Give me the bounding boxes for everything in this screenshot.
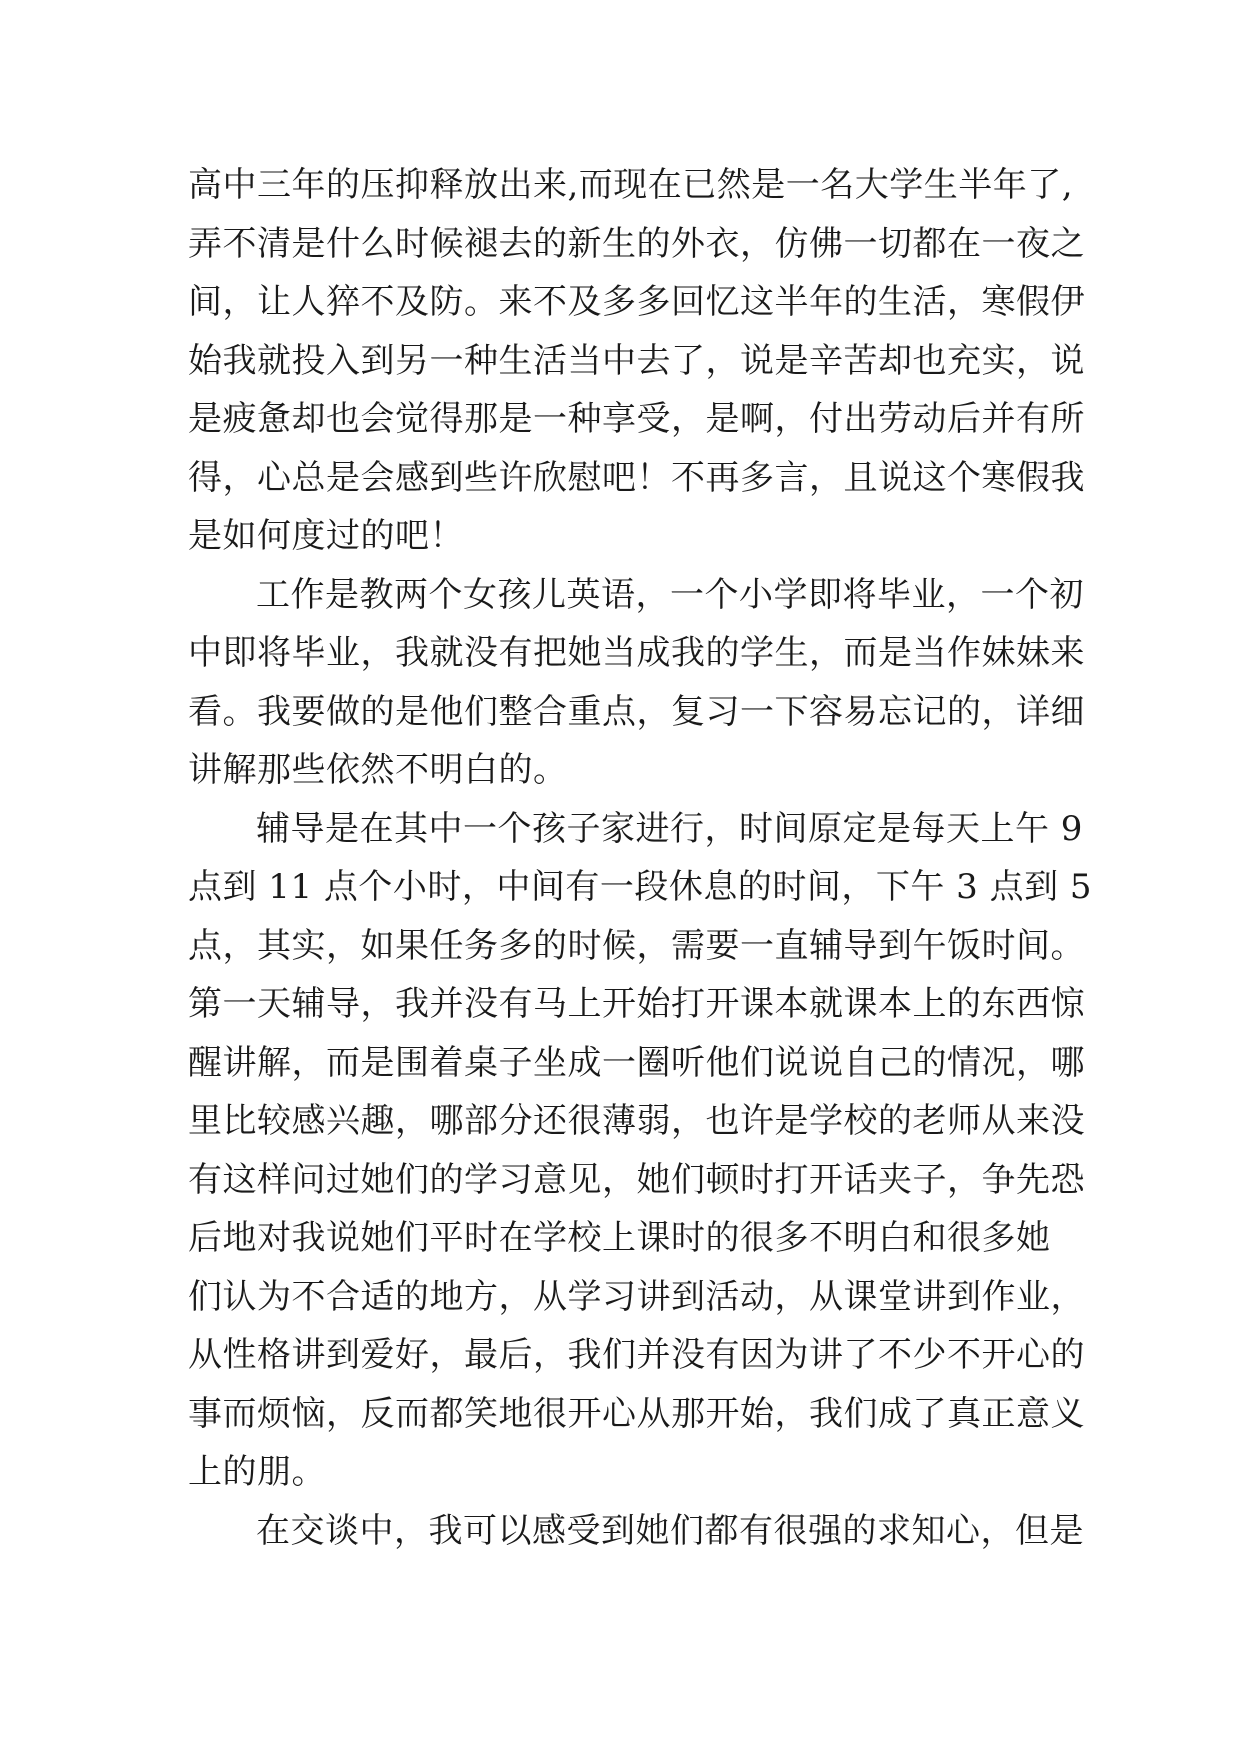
text-line: 里比较感兴趣，哪部分还很薄弱，也许是学校的老师从来没: [188, 1101, 1085, 1141]
text-line: 上的朋。: [188, 1452, 326, 1492]
text-line: 醒讲解，而是围着桌子坐成一圈听他们说说自己的情况，哪: [188, 1042, 1085, 1083]
paragraph-start-line: 在交谈中，我可以感受到她们都有很强的求知心，但是: [256, 1510, 1084, 1551]
text-line: 讲解那些依然不明白的。: [188, 750, 568, 790]
text-line: 事而烦恼，反而都笑地很开心从那开始，我们成了真正意义: [188, 1393, 1085, 1434]
text-line: 弄不清是什么时候褪去的新生的外衣，仿佛一切都在一夜之: [188, 223, 1085, 264]
text-line: 们认为不合适的地方，从学习讲到活动，从课堂讲到作业，: [188, 1276, 1085, 1317]
text-line: 得，心总是会感到些许欣慰吧！不再多言，且说这个寒假我: [188, 457, 1085, 498]
text-line: 看。我要做的是他们整合重点，复习一下容易忘记的，详细: [188, 691, 1085, 732]
text-line: 高中三年的压抑释放出来,而现在已然是一名大学生半年了,: [188, 165, 1074, 205]
text-line: 第一天辅导，我并没有马上开始打开课本就课本上的东西惊: [188, 984, 1085, 1024]
text-line: 点，其实，如果任务多的时候，需要一直辅导到午饭时间。: [188, 925, 1085, 966]
paragraph-start-line: 辅导是在其中一个孩子家进行，时间原定是每天上午 9: [256, 808, 1083, 849]
text-line: 中即将毕业，我就没有把她当成我的学生，而是当作妹妹来: [188, 633, 1085, 673]
text-line: 间，让人猝不及防。来不及多多回忆这半年的生活，寒假伊: [188, 282, 1085, 322]
body-text: [188, 156, 1093, 1560]
text-line: 从性格讲到爱好，最后，我们并没有因为讲了不少不开心的: [188, 1335, 1085, 1375]
text-line: 是疲惫却也会觉得那是一种享受，是啊，付出劳动后并有所: [188, 399, 1085, 439]
text-line: 点到 11 点个小时，中间有一段休息的时间，下午 3 点到 5: [188, 867, 1093, 907]
paragraph-start-line: 工作是教两个女孩儿英语，一个小学即将毕业，一个初: [256, 574, 1084, 615]
text-line: 后地对我说她们平时在学校上课时的很多不明白和很多她: [188, 1218, 1051, 1258]
text-line: 是如何度过的吧！: [188, 516, 464, 556]
text-line: 始我就投入到另一种生活当中去了，说是辛苦却也充实，说: [188, 340, 1085, 381]
text-line: 有这样问过她们的学习意见，她们顿时打开话夹子，争先恐: [188, 1159, 1085, 1200]
